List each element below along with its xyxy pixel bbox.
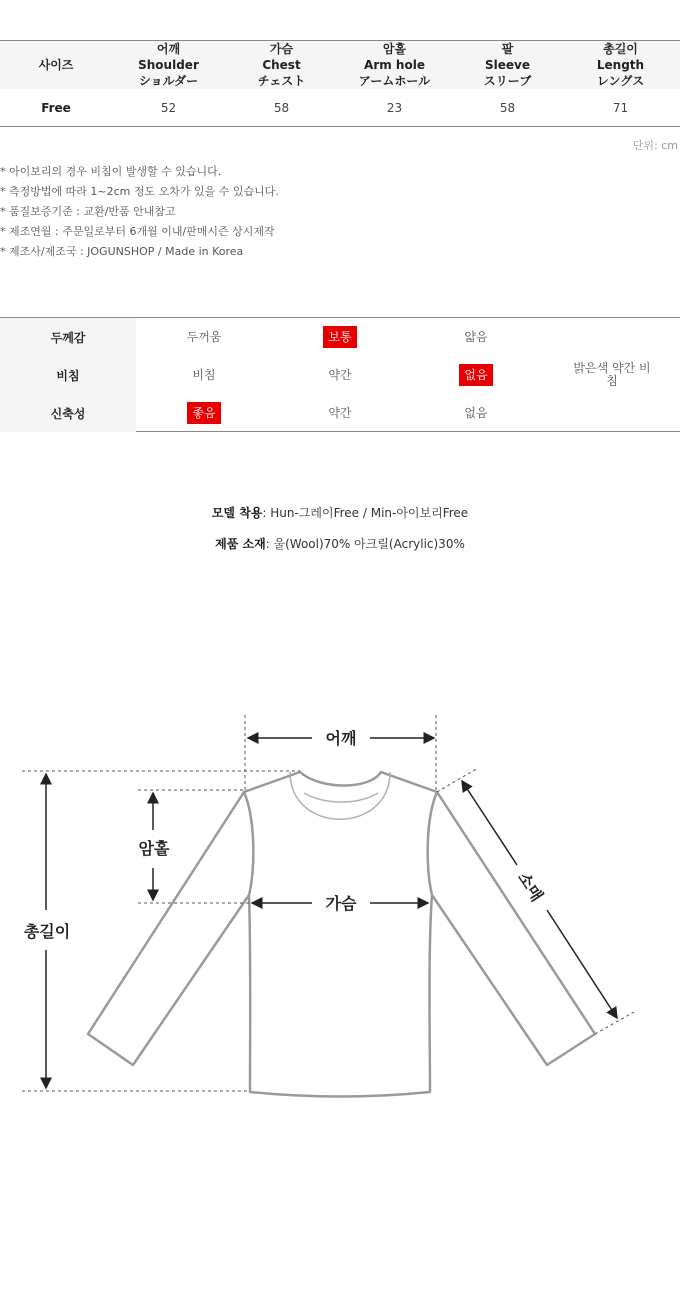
note-item: * 아이보리의 경우 비침이 발생할 수 있습니다. [0, 165, 222, 178]
sweater-outline [88, 772, 595, 1097]
header-size: 사이즈 [38, 58, 74, 72]
feel-option: 비침 [192, 368, 216, 382]
value-armhole: 23 [386, 100, 403, 115]
material-label: 제품 소재 [215, 537, 266, 551]
label-armhole: 암홀 [138, 839, 170, 858]
feel-option-selected: 보통 [272, 318, 408, 356]
label-chest: 가슴 [325, 894, 357, 913]
model-label: 모델 착용 [211, 506, 263, 520]
note-item: * 제조연월 : 주문일로부터 6개월 이내/판매시즌 상시제작 [0, 225, 275, 238]
header-shoulder: 어깨 Shoulder ショルダー [138, 42, 199, 88]
sleeve-arrow [462, 781, 617, 1018]
feel-label: 신축성 [0, 394, 136, 432]
feel-note: 밝은색 약간 비침 [573, 360, 651, 388]
measurement-diagram [0, 700, 680, 1120]
fabric-feel-table [0, 317, 680, 432]
value-sleeve: 58 [499, 100, 516, 115]
header-length: 총길이 Length レングス [596, 42, 645, 88]
feel-option: 약간 [328, 368, 352, 382]
notes-list [0, 162, 680, 262]
material-info [0, 535, 680, 552]
value-shoulder: 52 [160, 100, 177, 115]
feel-option: 없음 [464, 406, 488, 420]
model-info [0, 504, 680, 521]
note-item: * 측정방법에 따라 1~2cm 정도 오차가 있을 수 있습니다. [0, 185, 279, 198]
feel-option: 얇음 [464, 330, 488, 344]
model-value: : Hun-그레이Free / Min-아이보리Free [262, 506, 469, 520]
feel-option: 약간 [328, 406, 352, 420]
material-value: : 울(Wool)70% 아크릴(Acrylic)30% [265, 537, 465, 551]
feel-label: 두께감 [0, 318, 136, 356]
note-item: * 품질보증기준 : 교환/반품 안내참고 [0, 205, 176, 218]
size-table-header [0, 41, 680, 89]
note-item: * 제조사/제조국 : JOGUNSHOP / Made in Korea [0, 245, 244, 258]
header-chest: 가슴 Chest チェスト [257, 42, 306, 88]
label-shoulder: 어깨 [325, 729, 357, 748]
header-armhole: 암홀 Arm hole アームホール [358, 42, 431, 88]
row-size-label: Free [41, 100, 71, 115]
header-sleeve: 팔 Sleeve スリーブ [483, 42, 532, 88]
feel-label: 비침 [0, 356, 136, 394]
unit-label: 단위: cm [632, 139, 678, 152]
label-length: 총길이 [23, 922, 71, 941]
feel-option-selected: 없음 [408, 356, 544, 394]
value-chest: 58 [273, 100, 290, 115]
label-sleeve: 소매 [514, 868, 547, 905]
size-table [0, 40, 680, 127]
value-length: 71 [612, 100, 629, 115]
feel-option: 두꺼움 [186, 330, 222, 344]
feel-option-selected: 좋음 [136, 394, 272, 432]
table-row [0, 89, 680, 126]
